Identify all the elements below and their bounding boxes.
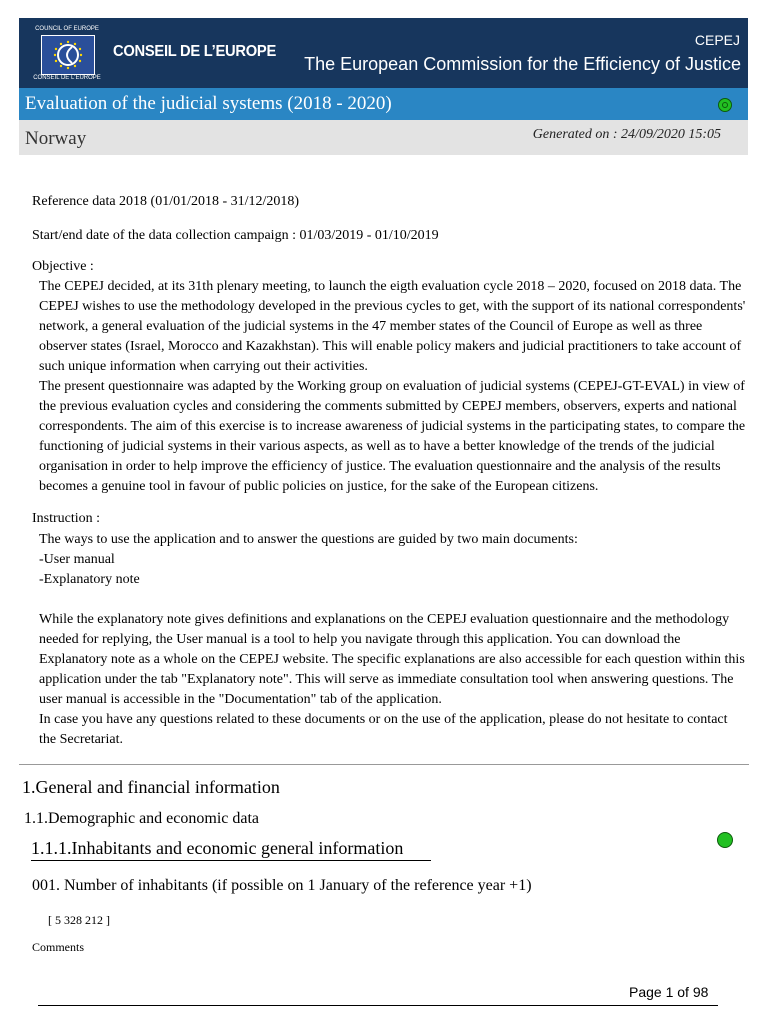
objective-label: Objective : (32, 259, 94, 274)
section-heading-1-1-1: 1.1.1.Inhabitants and economic general information (31, 838, 431, 861)
cepej-full-name: The European Commission for the Efficiency of Justice (304, 54, 741, 74)
reference-data: Reference data 2018 (01/01/2018 - 31/12/2018) (32, 194, 300, 209)
section-divider (19, 764, 749, 765)
objective-text (39, 277, 747, 497)
generated-timestamp: Generated on : 24/09/2020 15:05 (532, 127, 721, 142)
page-number: Page 1 of 98 (629, 984, 709, 1000)
green-status-icon (718, 98, 732, 112)
section-heading-1: 1.General and financial information (22, 777, 280, 797)
header-banner (19, 18, 748, 88)
evaluation-title: Evaluation of the judicial systems (2018 - 2020) (25, 93, 392, 114)
evaluation-titlebar (19, 88, 748, 120)
instruction-text (39, 530, 747, 750)
objective-paragraph-2: The present questionnaire was adapted by the Working group on evaluation of judicial systems (CEPEJ-GT-EVAL) in view of the previous evaluation cycles and considering the comments submitted by CEPEJ members, observers, experts and national correspondents. The aim of this exercise is to increase awareness of judicial systems in the participating states, to compare the functioning of judicial systems in their various aspects, as well as to have a better knowledge of the trends of the judicial organisation in order to help improve the efficiency of justice. The evaluation questionnaire and the analysis of the results becomes a genuine tool in favour of public policies on justice, for the sake of the European citizens. (39, 379, 746, 494)
objective-paragraph-1: The CEPEJ decided, at its 31th plenary meeting, to launch the eigth evaluation cycle 2018 – 2020, focused on 2018 data. The CEPEJ wishes to use the methodology developed in the previous cycles to get, with the support of its national correspondents' network, a general evaluation of the judicial systems in the 47 member states of the Council of Europe as well as three observer states (Israel, Morocco and Kazakhstan). This will enable policy makers and judicial practitioners to take account of such unique information when carrying out their activities. (39, 279, 746, 374)
footer-rule (38, 1005, 718, 1006)
council-of-europe-logo (27, 26, 122, 82)
instruction-item-user-manual: -User manual (39, 552, 115, 567)
instruction-paragraph-3: In case you have any questions related to these documents or on the use of the application, please do not hesitate to contact the Secretariat. (39, 712, 728, 747)
question-001-answer: [ 5 328 212 ] (48, 913, 110, 927)
org-name: CONSEIL DE L’EUROPE (113, 43, 276, 60)
question-001: 001. Number of inhabitants (if possible on 1 January of the reference year +1) (32, 877, 532, 894)
logo-top-text: COUNCIL OF EUROPE (35, 26, 99, 32)
collection-campaign-dates: Start/end date of the data collection campaign : 01/03/2019 - 01/10/2019 (32, 228, 439, 243)
instruction-item-explanatory-note: -Explanatory note (39, 572, 140, 587)
cepej-short-name: CEPEJ (694, 32, 740, 48)
country-name: Norway (25, 128, 87, 149)
instruction-paragraph-1: The ways to use the application and to answer the questions are guided by two main documents: (39, 532, 578, 547)
section-heading-1-1: 1.1.Demographic and economic data (24, 810, 260, 827)
country-bar (19, 120, 748, 155)
comments-label: Comments (32, 940, 85, 954)
council-of-europe-flag-icon (41, 35, 95, 75)
instruction-paragraph-2: While the explanatory note gives definitions and explanations on the CEPEJ evaluation questionnaire and the methodology needed for replying, the User manual is a tool to help you navigate through this application. You can download the Explanatory note as a whole on the CEPEJ website. The specific explanations are also accessible for each question within this application under the tab "Explanatory note". This will serve as immediate consultation tool when answering questions. The user manual is accessible in the "Documentation" tab of the application. (39, 612, 745, 707)
logo-bottom-text: CONSEIL DE L'EUROPE (33, 75, 101, 81)
instruction-label: Instruction : (32, 511, 101, 526)
section-status-icon (717, 832, 733, 848)
